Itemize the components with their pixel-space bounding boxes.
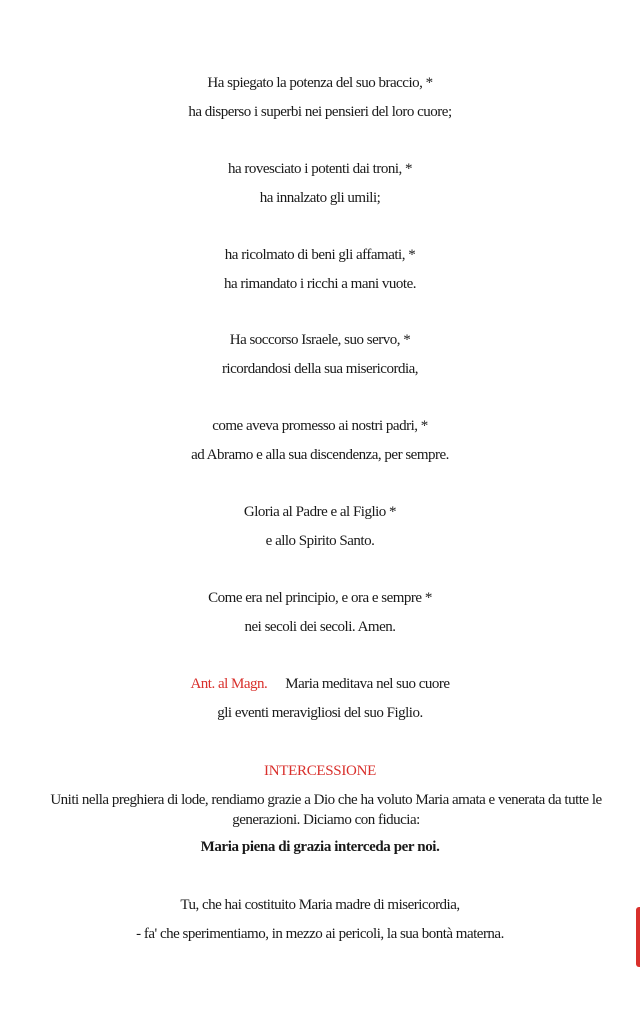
verse-line: e allo Spirito Santo. bbox=[265, 533, 375, 549]
stanza-1 bbox=[0, 69, 640, 127]
verse-line: ha ricolmato di beni gli affamati, * bbox=[224, 247, 416, 263]
antiphon-line-1: Maria meditava nel suo cuore bbox=[285, 676, 450, 692]
petition bbox=[0, 891, 640, 949]
antiphon-line-2: gli eventi meravigliosi del suo Figlio. bbox=[217, 705, 423, 721]
stanza-5 bbox=[0, 412, 640, 470]
antiphon bbox=[0, 670, 640, 728]
verse-line: ha rimandato i ricchi a mani vuote. bbox=[223, 276, 416, 292]
verse-line: nei secoli dei secoli. Amen. bbox=[244, 619, 396, 635]
side-scroll-tab[interactable] bbox=[636, 907, 640, 967]
stanza-3 bbox=[0, 241, 640, 299]
stanza-2 bbox=[0, 155, 640, 213]
petition-line: Tu, che hai costituito Maria madre di misericordia, bbox=[180, 897, 460, 913]
verse-line: ricordandosi della sua misericordia, bbox=[221, 361, 419, 377]
verse-line: Ha spiegato la potenza del suo braccio, * bbox=[207, 75, 433, 91]
antiphon-first-row bbox=[0, 670, 640, 699]
verse-line: come aveva promesso ai nostri padri, * bbox=[212, 418, 428, 434]
verse-line: ad Abramo e alla sua discendenza, per sempre. bbox=[191, 447, 449, 463]
intercessions-response: Maria piena di grazia interceda per noi. bbox=[200, 839, 440, 855]
verse-line: Gloria al Padre e al Figlio * bbox=[243, 504, 397, 520]
verse-line: Ha soccorso Israele, suo servo, * bbox=[229, 332, 411, 348]
antiphon-label: Ant. al Magn. bbox=[190, 676, 268, 692]
intercessions-intro: Uniti nella preghiera di lode, rendiamo grazie a Dio che ha voluto Maria amata e venerata da tutte le generazioni. Diciamo con fiducia: bbox=[50, 792, 602, 828]
verse-line: ha disperso i superbi nei pensieri del loro cuore; bbox=[188, 104, 452, 120]
stanza-sicut-erat bbox=[0, 584, 640, 642]
petition-line: - fa' che sperimentiamo, in mezzo ai pericoli, la sua bontà materna. bbox=[136, 926, 504, 942]
verse-line: Come era nel principio, e ora e sempre * bbox=[208, 590, 432, 606]
verse-line: ha innalzato gli umili; bbox=[259, 190, 381, 206]
stanza-4 bbox=[0, 326, 640, 384]
stanza-gloria bbox=[0, 498, 640, 556]
verse-line: ha rovesciato i potenti dai troni, * bbox=[227, 161, 413, 177]
intercessions-title: INTERCESSIONE bbox=[264, 763, 376, 779]
